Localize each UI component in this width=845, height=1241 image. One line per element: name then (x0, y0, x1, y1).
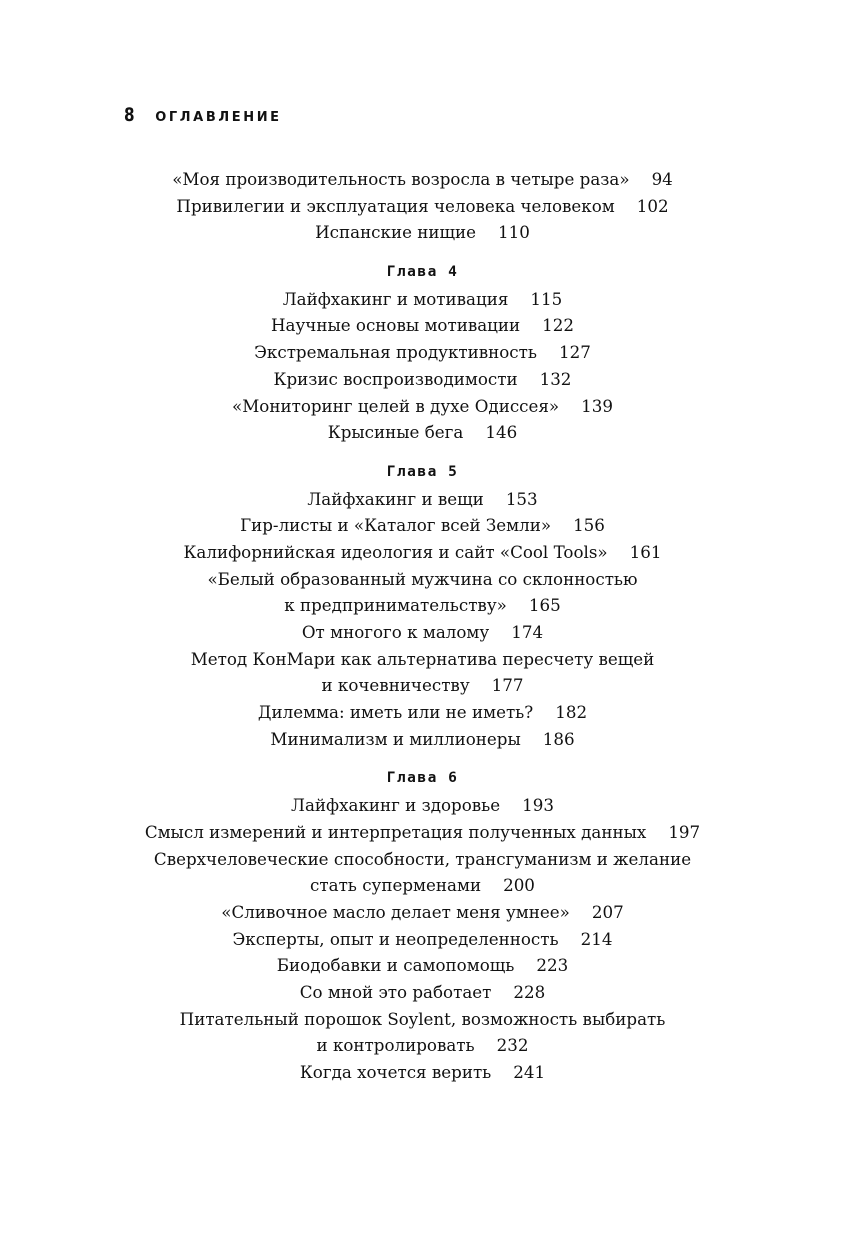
toc-entry-page: 94 (651, 169, 673, 189)
toc-entry (0, 312, 845, 339)
chapter-4-group (0, 259, 845, 446)
toc-entry-page: 207 (591, 901, 624, 922)
toc-entry (0, 952, 845, 979)
toc-entry-title: Лайфхакинг и мотивация (282, 288, 509, 309)
toc-entry (0, 486, 845, 513)
toc-entry-title: Научные основы мотивации (270, 315, 521, 336)
toc-entry-page: 223 (536, 955, 569, 976)
toc-entry-page: 193 (522, 795, 554, 816)
toc-entry-title: и кочевничеству (321, 675, 470, 696)
toc-entry-page: 232 (496, 1035, 529, 1056)
page-number: 8 (124, 104, 135, 126)
toc-entry (0, 672, 845, 699)
toc-entry (0, 193, 845, 220)
toc-entry-title: Эксперты, опыт и неопределенность (232, 928, 559, 949)
toc-entry-title: Испанские нищие (315, 222, 477, 243)
chapter-4-heading: Глава 4 (386, 264, 459, 281)
toc-entry-title: «Белый образованный мужчина со склонностью (207, 568, 638, 589)
toc-entry-page: 228 (513, 981, 546, 1002)
toc-entry (0, 872, 845, 899)
toc-entry-title: Питательный порошок Soylent, возможность выбирать (179, 1008, 666, 1029)
toc-entry-page: 127 (558, 342, 591, 363)
toc-entry-title: «Мониторинг целей в духе Одиссея» (232, 395, 560, 416)
toc-entry (0, 619, 845, 646)
toc-entry-line (0, 566, 845, 593)
toc-entry-page: 139 (581, 395, 613, 416)
toc-entry (0, 166, 845, 193)
toc-entry-page: 214 (580, 928, 613, 949)
toc-entry-page: 241 (513, 1062, 546, 1082)
toc-entry-page: 161 (629, 541, 662, 562)
running-head (124, 104, 282, 128)
toc-entry (0, 539, 845, 566)
toc-entry-title: Со мной это работает (299, 981, 492, 1002)
toc-entry-page: 156 (573, 515, 605, 536)
toc-entry-title: Лайфхакинг и здоровье (291, 795, 501, 816)
toc-entry-line (0, 1006, 845, 1033)
chapter-5-heading: Глава 5 (386, 463, 459, 480)
toc-entry-title: Смысл измерений и интерпретация полученных данных (144, 821, 647, 842)
toc-entry-title: Гир-листы и «Каталог всей Земли» (240, 515, 552, 536)
toc-entry-title: Кризис воспроизводимости (273, 368, 518, 389)
toc-entry (0, 1059, 845, 1086)
chapter-5-group (0, 459, 845, 753)
toc-entry-title: «Сливочное масло делает меня умнее» (221, 901, 570, 922)
toc-entry-line (0, 846, 845, 873)
toc-entry-page: 197 (668, 821, 701, 842)
toc-entry (0, 339, 845, 366)
toc-entry (0, 419, 845, 446)
toc-entry-title: Биодобавки и самопомощь (276, 955, 515, 976)
toc-entry-page: 132 (539, 368, 572, 389)
toc-entry-page: 102 (636, 195, 669, 216)
toc-entry-page: 177 (491, 675, 524, 696)
toc-entry-page: 182 (555, 702, 588, 723)
toc-entry-title: От многого к малому (301, 622, 490, 642)
toc-entry-title: Метод КонМари как альтернатива пересчету вещей (190, 648, 655, 669)
toc-entry (0, 512, 845, 539)
toc-entry (0, 899, 845, 926)
chapter-6-heading: Глава 6 (386, 770, 459, 787)
toc-entry-line (0, 646, 845, 673)
toc-entry-page: 153 (505, 488, 538, 509)
toc-entry-title: Привилегии и эксплуатация человека человеком (176, 195, 615, 216)
toc-intro-group (0, 166, 845, 246)
toc-entry (0, 286, 845, 313)
toc-entry-title: и контролировать (316, 1035, 475, 1056)
toc-entry-page: 122 (542, 315, 575, 336)
toc-entry-page: 146 (485, 422, 518, 443)
section-title: ОГЛАВЛЕНИЕ (155, 110, 282, 125)
toc-entry-title: Минимализм и миллионеры (270, 728, 521, 749)
toc-entry (0, 926, 845, 953)
toc-entry (0, 393, 845, 420)
toc-entry-title: Экстремальная продуктивность (254, 342, 537, 363)
toc-entry (0, 219, 845, 246)
toc-entry (0, 592, 845, 619)
table-of-contents (0, 166, 845, 1086)
toc-entry-title: Дилемма: иметь или не иметь? (257, 702, 534, 723)
toc-entry-title: Лайфхакинг и вещи (307, 488, 484, 509)
toc-entry (0, 819, 845, 846)
chapter-6-group (0, 765, 845, 1085)
toc-entry-title: к предпринимательству» (284, 595, 507, 616)
toc-entry (0, 366, 845, 393)
toc-entry-title: «Моя производительность возросла в четыре раза» (172, 169, 630, 189)
toc-entry-title: Калифорнийская идеология и сайт «Cool Tools» (183, 541, 608, 562)
toc-entry (0, 726, 845, 753)
toc-entry (0, 699, 845, 726)
toc-entry-page: 165 (528, 595, 561, 616)
toc-entry (0, 979, 845, 1006)
toc-entry-title: Сверхчеловеческие способности, трансгуманизм и желание (153, 848, 692, 869)
toc-entry (0, 1032, 845, 1059)
toc-entry (0, 792, 845, 819)
toc-entry-page: 110 (498, 222, 530, 243)
toc-entry-title: Когда хочется верить (299, 1062, 492, 1082)
toc-entry-page: 115 (530, 288, 563, 309)
toc-entry-title: стать суперменами (310, 875, 482, 896)
toc-entry-page: 186 (542, 728, 575, 749)
toc-entry-page: 200 (503, 875, 535, 896)
toc-entry-page: 174 (511, 622, 544, 642)
toc-entry-title: Крысиные бега (327, 422, 464, 443)
